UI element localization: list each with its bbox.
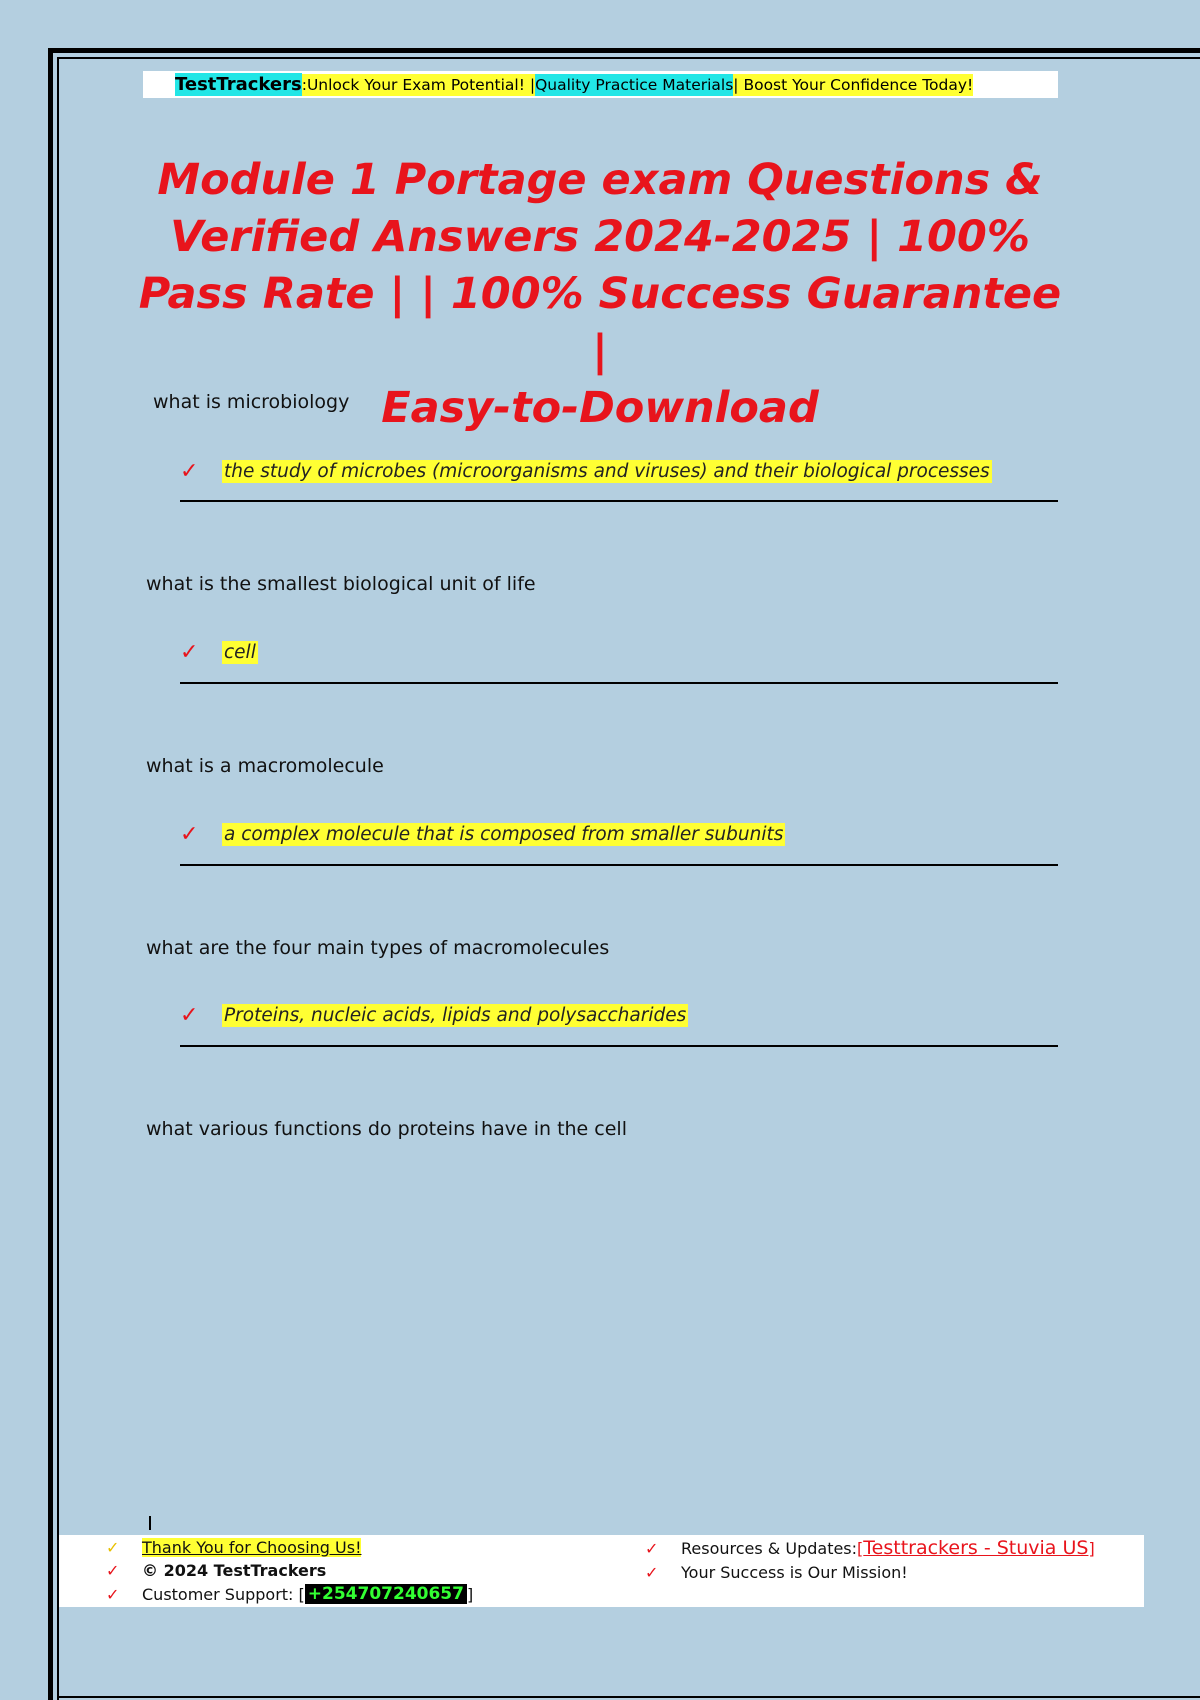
footer-thanks (106, 1538, 361, 1557)
header-banner (143, 71, 1058, 98)
check-icon: ✓ (180, 822, 199, 847)
text-cursor (149, 1516, 151, 1530)
footer-mission (645, 1563, 908, 1582)
check-icon: ✓ (645, 1563, 659, 1582)
answer-divider (180, 864, 1058, 866)
copyright-text: © 2024 TestTrackers (142, 1561, 327, 1580)
check-icon: ✓ (106, 1584, 120, 1604)
answer-text: cell (224, 642, 256, 663)
check-icon: ✓ (106, 1561, 120, 1580)
check-icon: ✓ (645, 1538, 659, 1558)
answer-row (180, 1003, 688, 1028)
banner-tagline-3: | Boost Your Confidence Today! (733, 75, 974, 94)
check-icon: ✓ (180, 640, 199, 665)
answer-text: Proteins, nucleic acids, lipids and polysaccharides (224, 1005, 687, 1026)
support-phone[interactable]: +254707240657 (305, 1584, 467, 1604)
support-close-bracket: ] (466, 1584, 474, 1604)
resources-open-bracket: [ (857, 1538, 864, 1558)
thanks-text: Thank You for Choosing Us! (142, 1538, 362, 1557)
answer-divider (180, 1045, 1058, 1047)
answer-row (180, 640, 258, 665)
answer-row (180, 822, 785, 847)
title-line-4: Easy-to-Download (381, 383, 819, 433)
resources-label: Resources & Updates: (681, 1538, 858, 1558)
title-line-1: Module 1 Portage exam Questions & (157, 155, 1043, 205)
check-icon: ✓ (180, 1003, 199, 1028)
answer-row (180, 459, 992, 484)
banner-tagline-2: Quality Practice Materials (535, 75, 734, 94)
page-border-bottom (57, 1696, 1200, 1698)
question-text: what various functions do proteins have in the cell (146, 1118, 627, 1140)
resources-close-bracket: ] (1088, 1538, 1095, 1558)
answer-divider (180, 500, 1058, 502)
check-icon: ✓ (180, 459, 199, 484)
title-line-3: Pass Rate | | 100% Success Guarantee | (138, 269, 1062, 376)
answer-divider (180, 682, 1058, 684)
question-text: what is the smallest biological unit of life (146, 573, 536, 595)
banner-colon: : (301, 75, 307, 94)
mission-text: Your Success is Our Mission! (681, 1563, 908, 1582)
footer-resources (645, 1537, 1095, 1559)
footer-copyright (106, 1561, 326, 1580)
question-text: what is a macromolecule (146, 755, 384, 777)
answer-text: a complex molecule that is composed from smaller subunits (224, 824, 784, 845)
answer-text: the study of microbes (microorganisms and viruses) and their biological processes (224, 461, 990, 482)
banner-tagline-1: Unlock Your Exam Potential! | (306, 75, 536, 94)
stuvia-link[interactable]: Testtrackers - Stuvia US (863, 1537, 1089, 1559)
title-line-2: Verified Answers 2024-2025 | 100% (170, 212, 1030, 262)
footer-support (106, 1584, 473, 1604)
check-icon: ✓ (106, 1538, 120, 1557)
support-label: Customer Support: [ (142, 1584, 305, 1604)
question-text: what are the four main types of macromolecules (146, 937, 610, 959)
question-text: what is microbiology (153, 391, 350, 413)
brand-name: TestTrackers (175, 74, 302, 95)
footer (59, 1535, 1144, 1607)
